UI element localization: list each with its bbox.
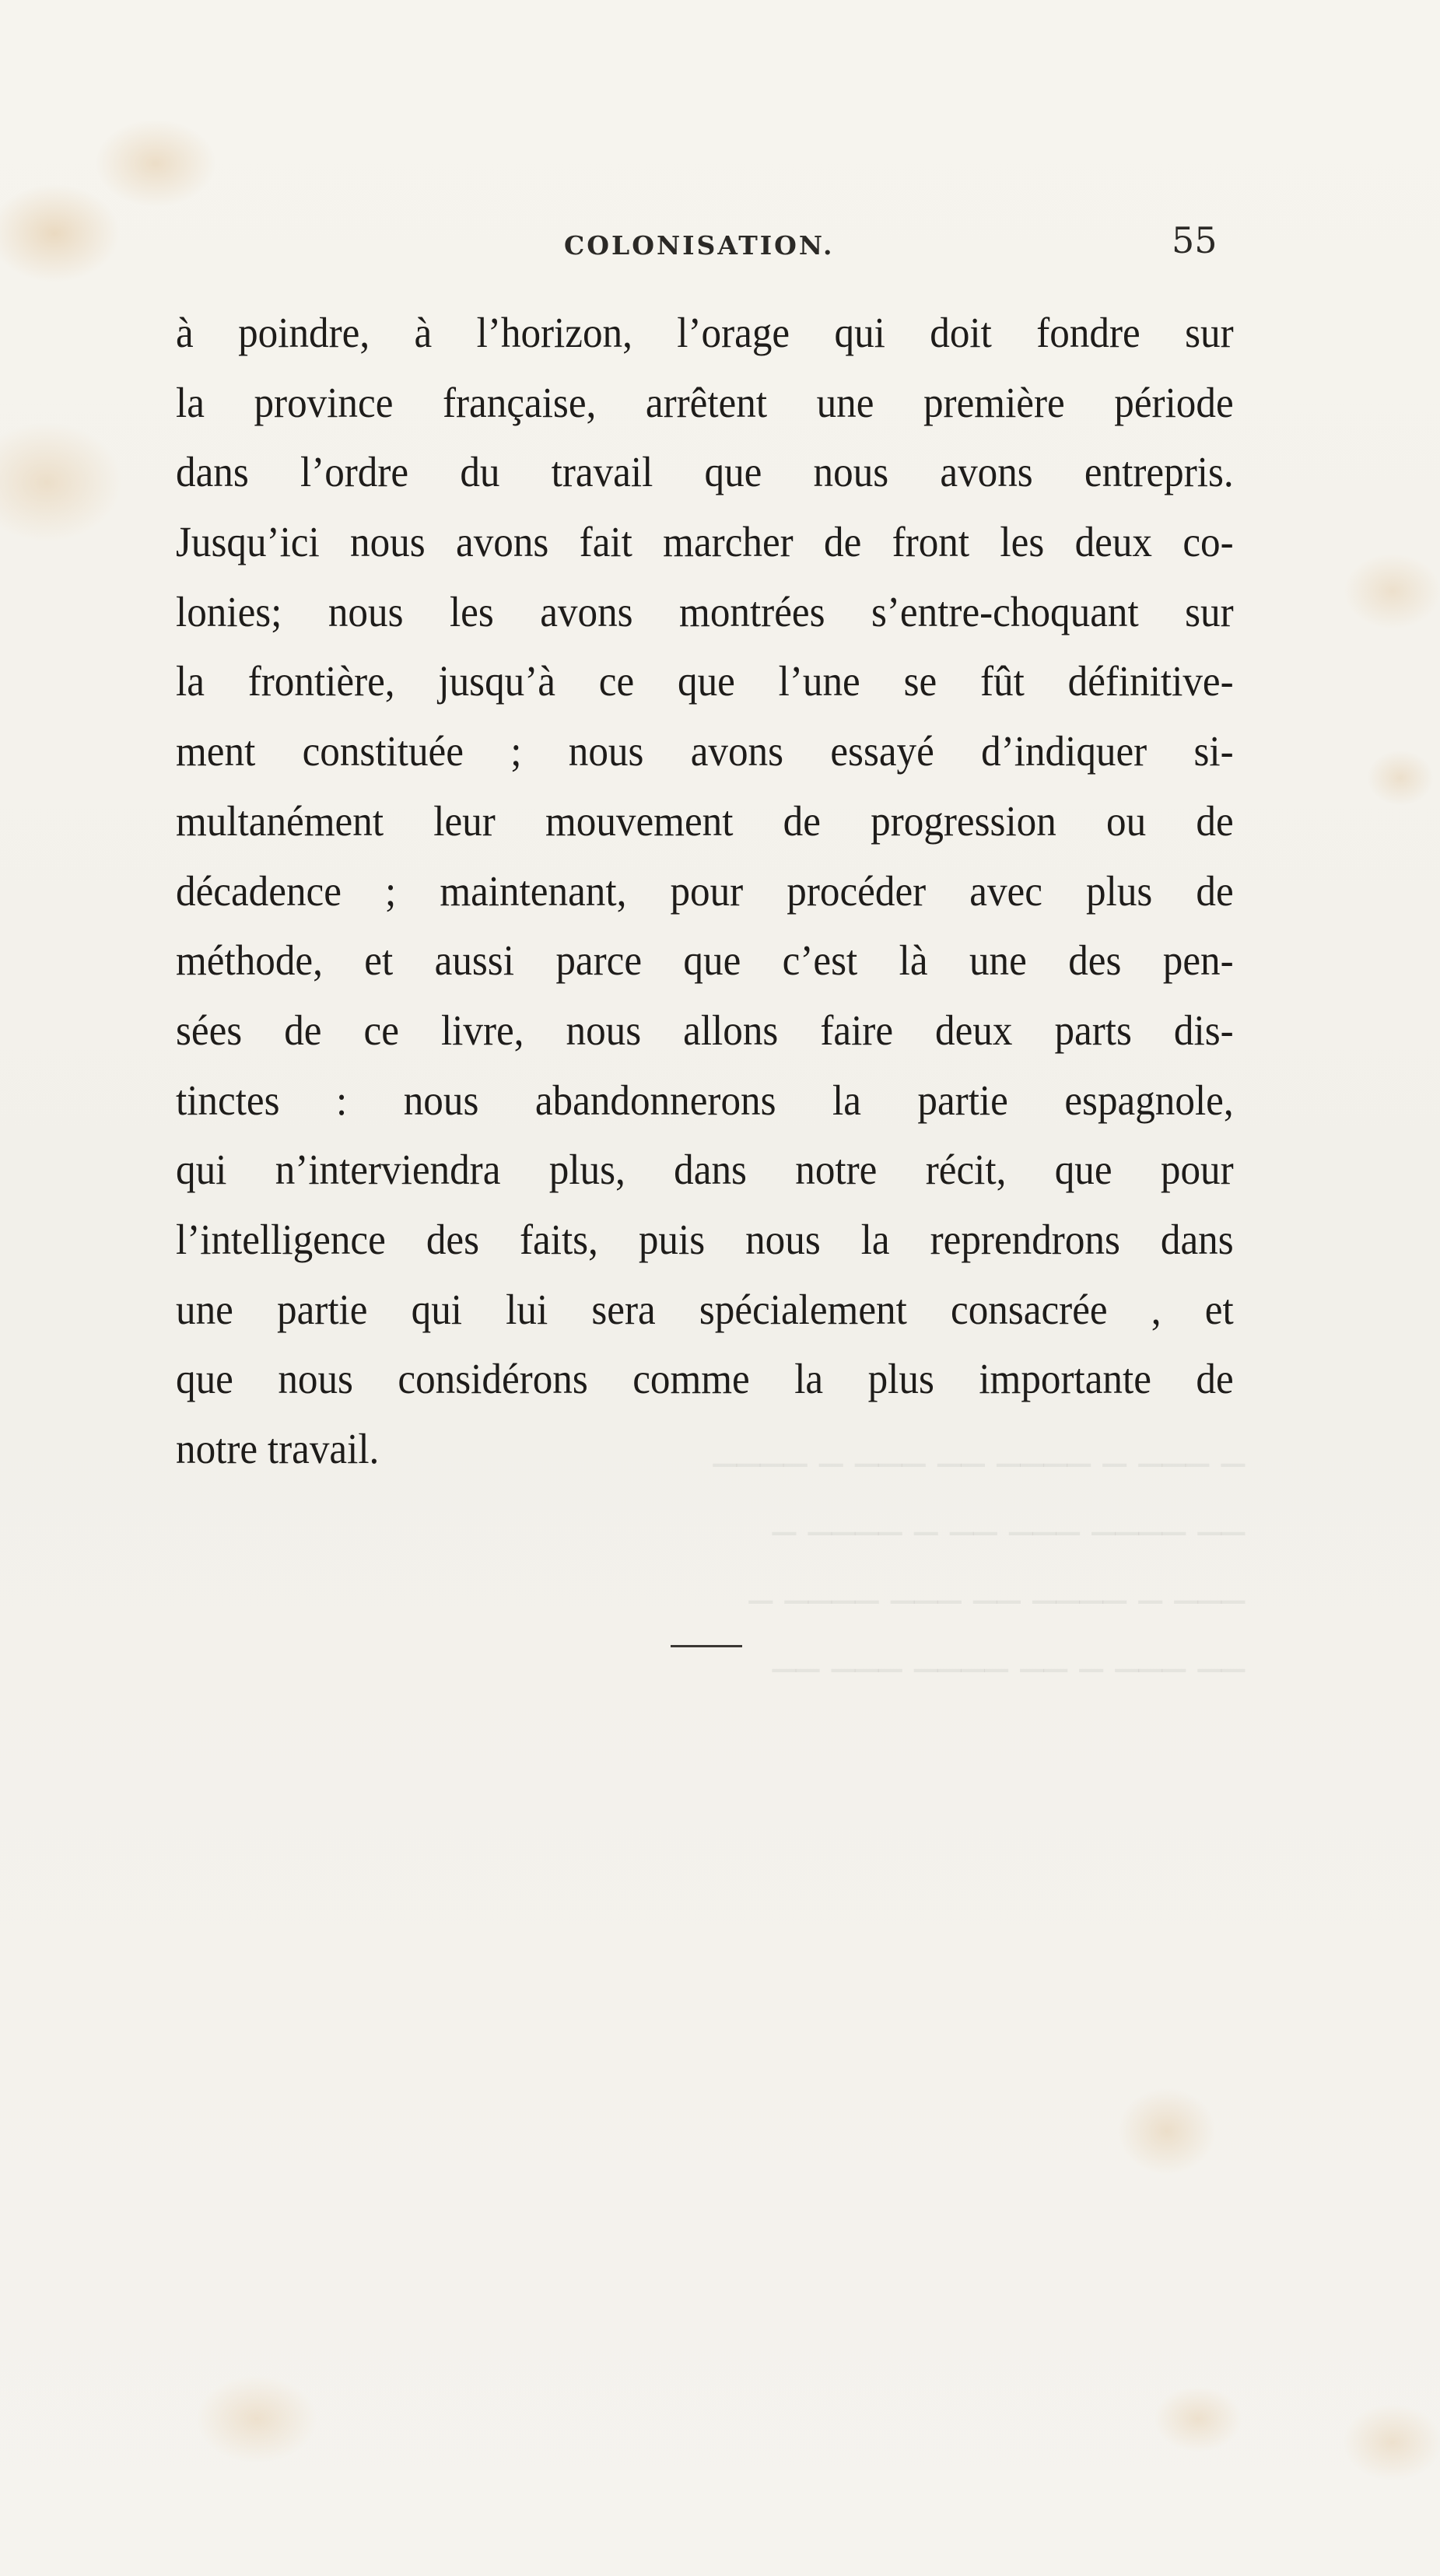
page-header <box>0 219 1440 277</box>
text-line: la province française, arrêtent une première période <box>176 378 1234 426</box>
text-line: que nous considérons comme la plus importante de <box>176 1355 1234 1403</box>
text-line: tinctes : nous abandonnerons la partie espagnole, <box>176 1076 1234 1124</box>
text-line: l’intelligence des faits, puis nous la reprendrons dans <box>176 1215 1234 1263</box>
text-line: sées de ce livre, nous allons faire deux parts dis- <box>176 1006 1234 1054</box>
text-line: une partie qui lui sera spécialement consacrée , et <box>176 1285 1234 1333</box>
text-line: qui n’interviendra plus, dans notre récit, que pour <box>176 1146 1234 1194</box>
text-line: décadence ; maintenant, pour procéder avec plus de <box>176 866 1234 915</box>
text-line: à poindre, à l’horizon, l’orage qui doit fondre sur <box>176 309 1234 356</box>
page-number: 55 <box>1172 219 1218 261</box>
bleed-through-texture: ─ ─── ─ ──── ── ─── ─ ──── ── ──── ─── ── ─ ──── ─ ─── ─ ──── ── ─── ──── ─ ── ─── ─ ── ──── ─── ── <box>713 1443 1245 1693</box>
section-separator-rule <box>671 1645 742 1647</box>
text-line: dans l’ordre du travail que nous avons entrepris. <box>176 448 1234 496</box>
running-title: COLONISATION. <box>564 230 835 261</box>
text-line: lonies; nous les avons montrées s’entre-choquant sur <box>176 587 1234 635</box>
body-text <box>176 298 1234 1484</box>
text-line: multanément leur mouvement de progression ou de <box>176 796 1234 845</box>
text-line-last: notre travail. <box>176 1425 380 1472</box>
text-line: méthode, et aussi parce que c’est là une des pen- <box>176 936 1234 985</box>
text-line: Jusqu’ici nous avons fait marcher de front les deux co- <box>176 518 1234 566</box>
text-line: la frontière, jusqu’à ce que l’une se fût définitive- <box>176 657 1234 705</box>
text-line: ment constituée ; nous avons essayé d’indiquer si- <box>176 727 1234 775</box>
